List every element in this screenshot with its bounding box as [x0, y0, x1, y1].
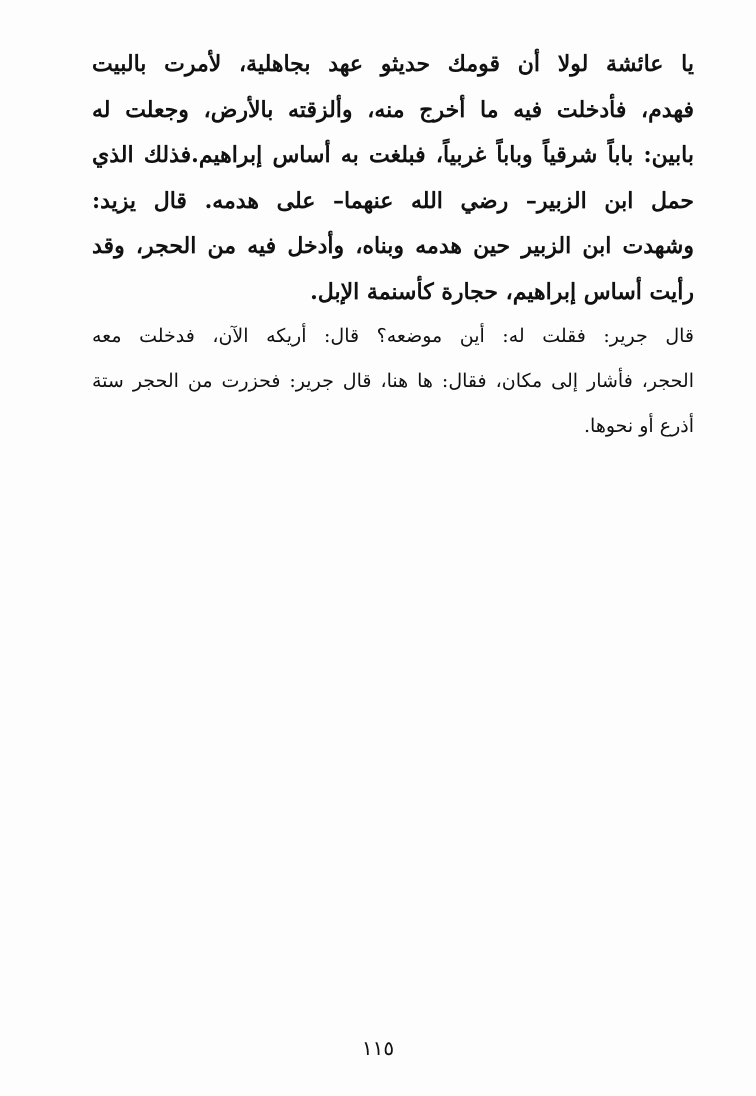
hadith-line-5: وشهدت ابن الزبير حين هدمه وبناه، وأدخل فيه من الحجر، وقد	[92, 233, 694, 259]
hadith-line-6: رأيت أساس إبراهيم، حجارة كأسنمة الإبل.	[310, 278, 694, 305]
hadith-line-4: حمل ابن الزبير– رضي الله عنهما– على هدمه. قال يزيد:	[92, 187, 694, 214]
page-number: ١١٥	[361, 1036, 395, 1060]
hadith-line-1: يا عائشة لولا أن قومك حديثو عهد بجاهلية، لأمرت بالبيت	[92, 51, 694, 77]
commentary-line-2: الحجر، فأشار إلى مكان، فقال: ها هنا، قال جرير: فحزرت من الحجر ستة	[92, 370, 694, 392]
hadith-line-3: بابين: باباً شرقياً وباباً غربياً، فبلغت به أساس إبراهيم.فذلك الذي	[92, 142, 694, 168]
commentary-text-block	[92, 314, 694, 449]
hadith-line-2: فهدم، فأدخلت فيه ما أخرج منه، وألزقته بالأرض، وجعلت له	[92, 96, 694, 123]
commentary-line-3: أذرع أو نحوها.	[583, 415, 694, 437]
commentary-line-1: قال جرير: فقلت له: أين موضعه؟ قال: أريكه الآن، فدخلت معه	[92, 325, 694, 347]
hadith-text-block	[92, 42, 694, 315]
